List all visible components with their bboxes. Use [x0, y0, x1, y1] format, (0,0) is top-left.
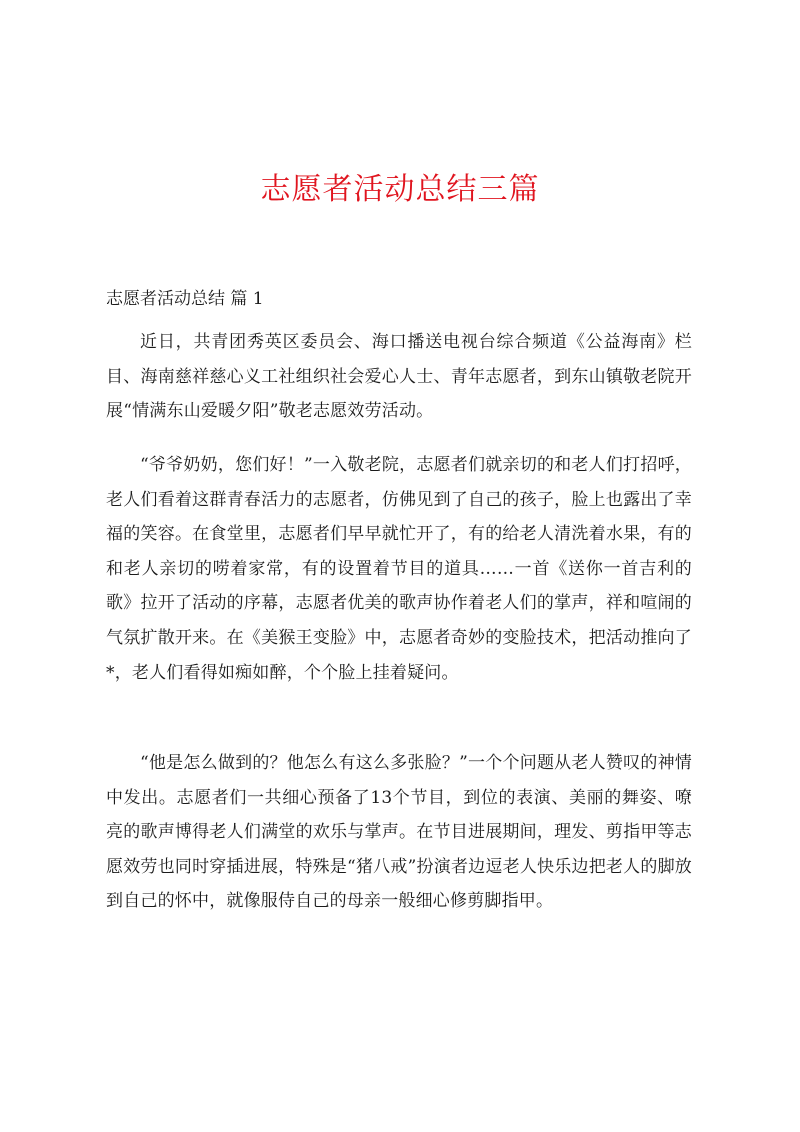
paragraph-2: “爷爷奶奶，您们好！”一入敬老院，志愿者们就亲切的和老人们打招呼，老人们看着这群青春活力的志愿者，仿佛见到了自己的孩子，脸上也露出了幸福的笑容。在食堂里，志愿者们早早就忙开了，有的给老人清洗着水果，有的和老人亲切的唠着家常，有的设置着节目的道具……一首《送你一首吉利的歌》拉开了活动的序幕，志愿者优美的歌声协作着老人们的掌声，祥和喧闹的气氛扩散开来。在《美猴王变脸》中，志愿者奇妙的变脸技术，把活动推向了*，老人们看得如痴如醉，个个脸上挂着疑问。 — [106, 455, 692, 683]
document-title: 志愿者活动总结三篇 — [260, 172, 540, 207]
paragraph-1: 近日，共青团秀英区委员会、海口播送电视台综合频道《公益海南》栏目、海南慈祥慈心义工社组织社会爱心人士、青年志愿者，到东山镇敬老院开展“情满东山爱暖夕阳”敬老志愿效劳活动。 — [106, 332, 692, 422]
paragraph-3: “他是怎么做到的？他怎么有这么多张脸？”一个个问题从老人赞叹的神情中发出。志愿者们一共细心预备了13个节目，到位的表演、美丽的舞姿、嘹亮的歌声博得老人们满堂的欢乐与掌声。在节目进展期间，理发、剪指甲等志愿效劳也同时穿插进展，特殊是“猪八戒”扮演者边逗老人快乐边把老人的脚放到自己的怀中，就像服侍自己的母亲一般细心修剪脚指甲。 — [106, 753, 692, 912]
section-heading: 志愿者活动总结 篇 1 — [106, 289, 264, 309]
